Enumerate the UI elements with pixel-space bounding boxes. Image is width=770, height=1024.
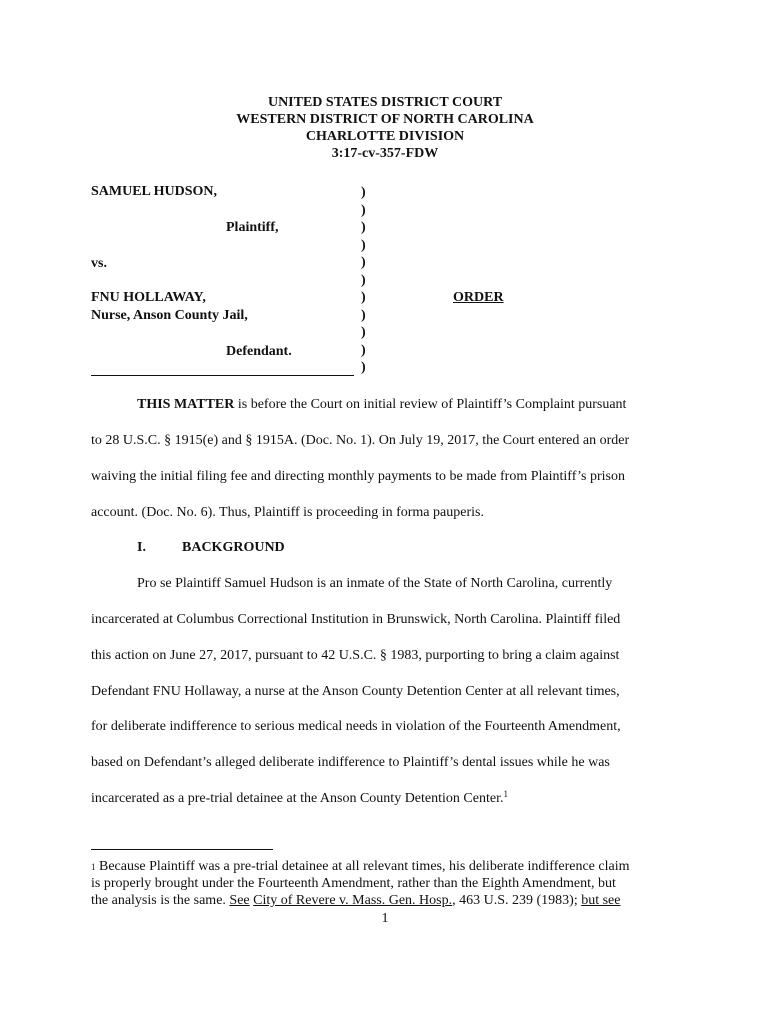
footnote-line-3 (91, 892, 629, 909)
footnote-line-1 (91, 858, 629, 875)
background-line-2: incarcerated at Columbus Correctional Institution in Brunswick, North Carolina. Plaintiff filed (91, 612, 621, 627)
paren: ) (361, 360, 366, 375)
paren: ) (361, 342, 366, 358)
defendant-role: Defendant. (226, 344, 292, 359)
page-number: 1 (381, 911, 389, 926)
see-signal: See (229, 893, 250, 908)
paren: ) (361, 237, 366, 253)
intro-line-3: waiving the initial filing fee and directing monthly payments to be made from Plaintiff’s prison (91, 469, 625, 484)
intro-bold-lead: THIS MATTER (137, 397, 235, 412)
background-line-7 (91, 791, 691, 807)
section-title: BACKGROUND (182, 540, 285, 555)
background-line-4: Defendant FNU Hollaway, a nurse at the Anson County Detention Center at all relevant times, (91, 684, 620, 699)
paren: ) (361, 185, 366, 200)
paren: ) (361, 255, 366, 270)
but-see-signal: but see (581, 893, 621, 908)
case-citation: City of Revere v. Mass. Gen. Hosp. (253, 893, 453, 908)
paren: ) (361, 202, 366, 218)
intro-line-1 (137, 397, 737, 413)
footnote-number: 1 (91, 862, 96, 872)
district-name: WESTERN DISTRICT OF NORTH CAROLINA (236, 112, 534, 127)
versus-label: vs. (91, 256, 107, 271)
background-line-3: this action on June 27, 2017, pursuant to 42 U.S.C. § 1983, purporting to bring a claim against (91, 648, 620, 663)
caption-parentheses (361, 184, 366, 377)
plaintiff-role: Plaintiff, (226, 220, 279, 235)
plaintiff-name: SAMUEL HUDSON, (91, 184, 218, 199)
paren: ) (361, 290, 366, 305)
case-number: 3:17-cv-357-FDW (331, 146, 439, 161)
order-title: ORDER (453, 290, 504, 305)
footnote-rule (91, 849, 273, 850)
background-line-6: based on Defendant’s alleged deliberate indifference to Plaintiff’s dental issues while he was (91, 755, 610, 770)
defendant-name: FNU HOLLAWAY, (91, 290, 206, 305)
division-name: CHARLOTTE DIVISION (305, 129, 465, 144)
paren: ) (361, 272, 366, 288)
court-name: UNITED STATES DISTRICT COURT (267, 95, 503, 110)
footnote-line-1-text: Because Plaintiff was a pre-trial detainee at all relevant times, his deliberate indifference claim (95, 859, 630, 874)
footnote-line-3-a: the analysis is the same. (91, 893, 230, 908)
defendant-title: Nurse, Anson County Jail, (91, 308, 248, 323)
paren: ) (361, 325, 366, 340)
section-numeral: I. (137, 540, 146, 555)
footnote (91, 858, 629, 909)
footnote-line-3-c: , 463 U.S. 239 (1983); (452, 893, 582, 908)
footnote-reference[interactable]: 1 (503, 789, 508, 799)
background-line-1: Pro se Plaintiff Samuel Hudson is an inmate of the State of North Carolina, currently (137, 576, 613, 591)
paren: ) (361, 220, 366, 235)
intro-line-2: to 28 U.S.C. § 1915(e) and § 1915A. (Doc. No. 1). On July 19, 2017, the Court entered an order (91, 433, 630, 448)
caption-rule (91, 375, 354, 376)
background-line-7-text: incarcerated as a pre-trial detainee at the Anson County Detention Center. (91, 791, 504, 806)
case-caption (0, 94, 770, 162)
paren: ) (361, 307, 366, 323)
background-line-5: for deliberate indifference to serious medical needs in violation of the Fourteenth Amendment, (91, 719, 621, 734)
intro-line-4: account. (Doc. No. 6). Thus, Plaintiff is proceeding in forma pauperis. (91, 505, 484, 520)
footnote-line-2: is properly brought under the Fourteenth Amendment, rather than the Eighth Amendment, but (91, 876, 616, 891)
intro-line-1-text: is before the Court on initial review of Plaintiff’s Complaint pursuant (234, 397, 627, 412)
